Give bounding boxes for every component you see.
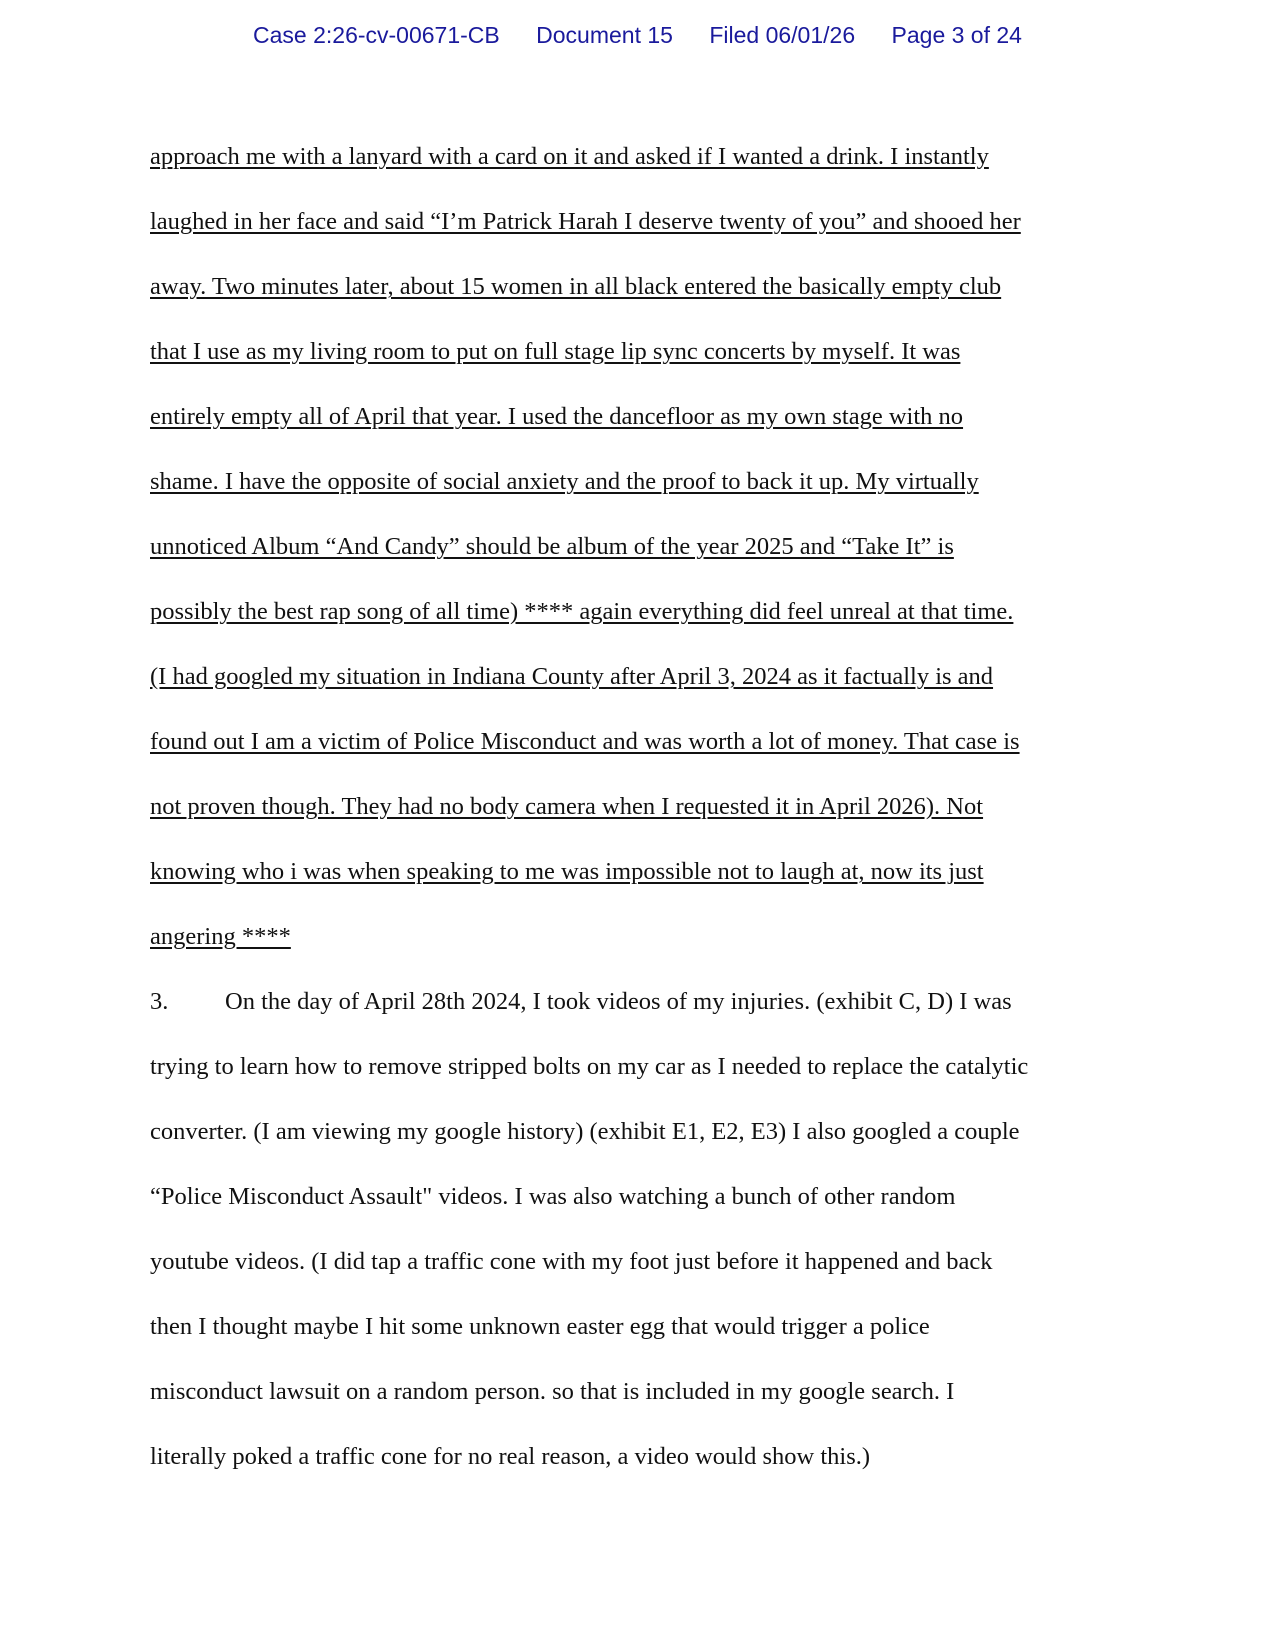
paragraph-text: converter. (I am viewing my google history) (exhibit E1, E2, E3) I also googled a couple	[150, 1118, 1020, 1145]
underlined-text: found out I am a victim of Police Misconduct and was worth a lot of money. That case is	[150, 728, 1020, 755]
text-line	[150, 335, 1140, 400]
underlined-text: not proven though. They had no body camera when I requested it in April 2026). Not	[150, 793, 984, 820]
text-line	[150, 1245, 1140, 1310]
underlined-text: (I had googled my situation in Indiana County after April 3, 2024 as it factually is and	[150, 663, 994, 690]
paragraph-text: On the day of April 28th 2024, I took videos of my injuries. (exhibit C, D) I was	[225, 988, 1012, 1015]
text-line	[150, 140, 1140, 205]
underlined-text: approach me with a lanyard with a card on it and asked if I wanted a drink. I instantly	[150, 143, 989, 170]
filed-date: Filed 06/01/26	[709, 22, 856, 48]
text-line	[150, 270, 1140, 335]
paragraph-text: literally poked a traffic cone for no real reason, a video would show this.)	[150, 1443, 871, 1470]
paragraph-text: youtube videos. (I did tap a traffic cone with my foot just before it happened and back	[150, 1248, 993, 1275]
paragraph-text: trying to learn how to remove stripped bolts on my car as I needed to replace the catalytic	[150, 1053, 1029, 1080]
paragraph-3-first-line	[150, 985, 1140, 1050]
text-line	[150, 725, 1140, 790]
underlined-text: knowing who i was when speaking to me was impossible not to laugh at, now its just	[150, 858, 984, 885]
underlined-text: away. Two minutes later, about 15 women in all black entered the basically empty club	[150, 273, 1002, 300]
text-line	[150, 1115, 1140, 1180]
text-line	[150, 1310, 1140, 1375]
ecf-filing-header	[0, 22, 1275, 49]
underlined-text: possibly the best rap song of all time) **** again everything did feel unreal at that time.	[150, 598, 1014, 625]
paragraph-text: “Police Misconduct Assault" videos. I was also watching a bunch of other random	[150, 1183, 956, 1210]
paragraph-text: then I thought maybe I hit some unknown easter egg that would trigger a police	[150, 1313, 930, 1340]
text-line	[150, 1180, 1140, 1245]
underlined-text: entirely empty all of April that year. I used the dancefloor as my own stage with no	[150, 403, 964, 430]
text-line	[150, 400, 1140, 465]
case-number: Case 2:26-cv-00671-CB	[253, 22, 500, 48]
text-line	[150, 855, 1140, 920]
text-line	[150, 790, 1140, 855]
text-line	[150, 1375, 1140, 1440]
text-line	[150, 660, 1140, 725]
underlined-text: unnoticed Album “And Candy” should be album of the year 2025 and “Take It” is	[150, 533, 954, 560]
underlined-text: angering ****	[150, 923, 291, 950]
underlined-text: that I use as my living room to put on full stage lip sync concerts by myself. It was	[150, 338, 961, 365]
text-line	[150, 205, 1140, 270]
paragraph-text: misconduct lawsuit on a random person. so that is included in my google search. I	[150, 1378, 955, 1405]
text-line	[150, 465, 1140, 530]
underlined-text: laughed in her face and said “I’m Patrick Harah I deserve twenty of you” and shooed her	[150, 208, 1021, 235]
text-line	[150, 595, 1140, 660]
page-number: Page 3 of 24	[891, 22, 1022, 48]
document-body	[150, 140, 1140, 1505]
underlined-text: shame. I have the opposite of social anxiety and the proof to back it up. My virtually	[150, 468, 979, 495]
text-line	[150, 920, 1140, 985]
text-line	[150, 530, 1140, 595]
paragraph-number: 3.	[150, 988, 169, 1015]
text-line	[150, 1440, 1140, 1505]
document-number: Document 15	[536, 22, 673, 48]
text-line	[150, 1050, 1140, 1115]
